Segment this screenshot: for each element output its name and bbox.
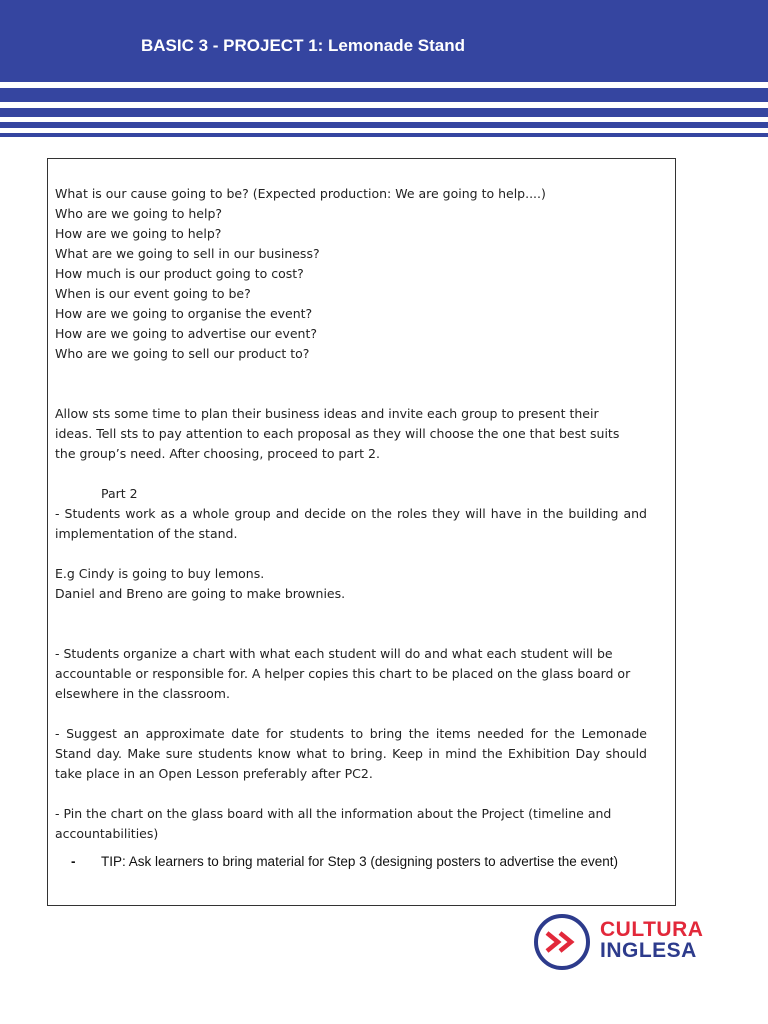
- logo-line-1: CULTURA: [600, 918, 704, 941]
- logo-wordmark: [600, 919, 703, 961]
- question-line: How are we going to advertise our event?: [55, 326, 318, 341]
- header-stripe: [0, 122, 768, 128]
- example-line: Daniel and Breno are going to make brownies.: [55, 586, 346, 601]
- header-stripe: [0, 133, 768, 137]
- example-line: E.g Cindy is going to buy lemons.: [55, 566, 265, 581]
- part-2-heading: Part 2: [101, 486, 138, 501]
- chart-paragraph: - Students organize a chart with what each student will do and what each student will be accountable or responsible for. A helper copies this chart to be placed on the glass board or elsewhere in the classroom.: [55, 646, 631, 701]
- pin-paragraph: - Pin the chart on the glass board with all the information about the Project (timeline and accountabilities): [55, 806, 612, 841]
- allow-paragraph-line: the group’s need. After choosing, proceed to part 2.: [55, 446, 380, 461]
- date-paragraph: - Suggest an approximate date for students to bring the items needed for the Lemonade Stand day. Make sure students know what to bring. Keep in mind the Exhibition Day should take place in an Open Lesson preferably after PC2.: [55, 726, 647, 781]
- header-stripe: [0, 88, 768, 102]
- header-stripe: [0, 108, 768, 117]
- allow-paragraph-line: Allow sts some time to plan their business ideas and invite each group to present their: [55, 406, 599, 421]
- tip-item: [55, 852, 647, 872]
- tip-text: TIP: Ask learners to bring material for Step 3 (designing posters to advertise the event): [101, 854, 619, 869]
- tip-bullet: -: [71, 854, 76, 869]
- question-line: Who are we going to sell our product to?: [55, 346, 310, 361]
- text-column: [55, 184, 647, 872]
- cultura-inglesa-logo: [533, 913, 713, 973]
- question-line: How much is our product going to cost?: [55, 266, 304, 281]
- page-title: BASIC 3 - PROJECT 1: Lemonade Stand: [141, 36, 465, 55]
- question-line: When is our event going to be?: [55, 286, 251, 301]
- question-line: How are we going to organise the event?: [55, 306, 313, 321]
- logo-line-2: INGLESA: [600, 939, 697, 962]
- roles-paragraph: - Students work as a whole group and decide on the roles they will have in the building and implementation of the stand.: [55, 506, 647, 541]
- question-line: What are we going to sell in our business?: [55, 246, 320, 261]
- logo-arrows-icon: [533, 913, 591, 971]
- allow-paragraph-line: ideas. Tell sts to pay attention to each proposal as they will choose the one that best suits: [55, 426, 620, 441]
- question-line: What is our cause going to be? (Expected production: We are going to help....): [55, 186, 546, 201]
- question-line: Who are we going to help?: [55, 206, 223, 221]
- question-line: How are we going to help?: [55, 226, 222, 241]
- content-box: [47, 158, 676, 906]
